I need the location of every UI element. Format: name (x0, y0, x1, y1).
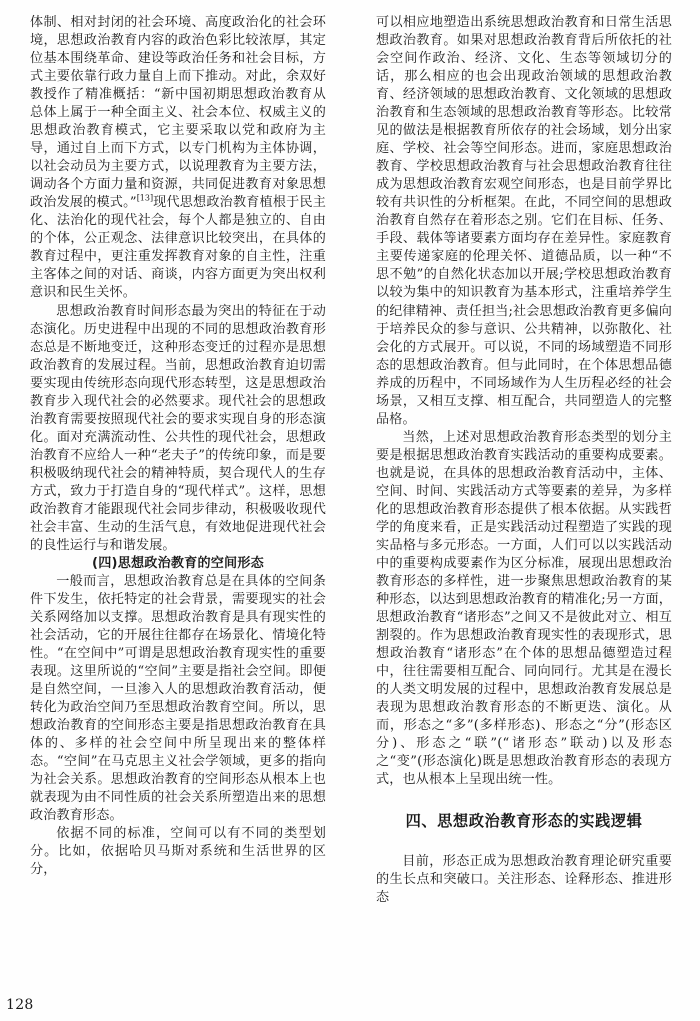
right-column (350, 14, 700, 907)
subheading-space-form: (四)思想政治教育的空间形态 (92, 555, 264, 571)
heading-spacer-top (376, 789, 672, 808)
paragraph-continued (30, 14, 326, 303)
paragraph-text-after-citation: 现代思想政治教育植根于民主化、法治化的现代社会，每个人都是独立的、自由的个体，公正观念、法律意识比较突出，在具体的教育过程中，更注重发挥教育对象的自主性，注重主客体之间的对话、商谈，内容方面更为突出权利意识和民生关怀。 (30, 195, 326, 301)
citation-marker[interactable]: [13] (136, 193, 154, 203)
two-column-body (0, 14, 700, 989)
left-column (0, 14, 350, 880)
paragraph-text: 体制、相对封闭的社会环境、高度政治化的社会环境，思想政治教育内容的政治色彩比较浓厚，其定位基本围绕革命、建设等政治任务和社会目标，方式主要依靠行政力量自上而下推动。对此，余双好教授作了精准概括：“新中国初期思想政治教育从总体上属于一种全面主义、社会本位、权威主义的思想政治教育模式，它主要采取以党和政府为主导，通过自上而下方式，以专门机构为主体协调，以社会动员为主要方式，以说理教育为主要方法，调动各个方面力量和资源，共同促进教育对象思想政治发展的模式。” (30, 15, 326, 211)
page-number: 128 (6, 997, 34, 1013)
paragraph-space-form-2: 依据不同的标准，空间可以有不同的类型划分。比如，依据哈贝马斯对系统和生活世界的区分， (30, 826, 326, 878)
paragraph-space-continued: 可以相应地塑造出系统思想政治教育和日常生活思想政治教育。如果对思想政治教育背后所依托的社会空间作政治、经济、文化、生态等领域切分的话，那么相应的也会出现政治领域的思想政治教育、经济领域的思想政治教育、文化领域的思想政治教育和生态领域的思想政治教育等形态。比较常见的做法是根据教育所依存的社会场域，划分出家庭、学校、社会等空间形态。进而，家庭思想政治教育、学校思想政治教育与社会思想政治教育往往成为思想政治教育宏观空间形态，也是目前学界比较有共识性的分析框架。在此，不同空间的思想政治教育自然存在着形态之别。它们在目标、任务、手段、载体等诸要素方面均存在差异性。家庭教育主要传递家庭的伦理关怀、道德品质，以一种“不思不勉”的自然化状态加以开展;学校思想政治教育以较为集中的知识教育为基本形式，注重培养学生的纪律精神、责任担当;社会思想政治教育更多偏向于培养民众的参与意识、公共精神，以弥散化、社会化的方式展开。可以说，不同的场域塑造不同形态的思想政治教育。但与此同时，在个体思想品德养成的历程中，不同场域作为人生历程必经的社会场景，又相互支撑、相互配合，共同塑造人的完整品格。 (376, 15, 672, 427)
paragraph-space-form-1: 一般而言，思想政治教育总是在具体的空间条件下发生，依托特定的社会背景，需要现实的社会关系网络加以支撑。思想政治教育是具有现实性的社会活动，它的开展往往都存在场景化、情境化特性。“在空间中”可谓是思想政治教育现实性的重要表现。这里所说的“空间”主要是指社会空间。即便是自然空间，一旦渗入人的思想政治教育活动，便转化为政治空间乃至思想政治教育空间。所以，思想政治教育的空间形态主要是指思想政治教育在具体的、多样的社会空间中所呈现出来的整体样态。“空间”在马克思主义社会学领域，更多的指向为社会关系。思想政治教育的空间形态从根本上也就表现为由不同性质的社会关系所塑造出来的思想政治教育形态。 (30, 573, 326, 824)
section-heading-four: 四、思想政治教育形态的实践逻辑 (405, 812, 643, 831)
paragraph-time-form: 思想政治教育时间形态最为突出的特征在于动态演化。历史进程中出现的不同的思想政治教育形态总是不断地变迁，这种形态变迁的过程亦是思想政治教育的发展过程。当前，思想政治教育迫切需要实现由传统形态向现代形态转型，这是思想政治教育步入现代社会的必然要求。现代社会的思想政治教育需要按照现代社会的要求实现自身的形态演化。面对充满流动性、公共性的现代社会，思想政治教育不应给人一种“老夫子”的传统印象，而是要积极吸纳现代社会的精神特质，契合现代人的生存方式，致力于打造自身的“现代样式”。这样，思想政治教育才能跟现代社会同步律动，积极吸收现代社会丰富、生动的生活气息，有效地促进现代社会的良性运行与和谐发展。 (30, 303, 326, 553)
paragraph-practice-logic: 目前，形态正成为思想政治教育理论研究重要的生长点和突破口。关注形态、诠释形态、推进形态 (376, 854, 672, 906)
heading-spacer-bottom (376, 834, 672, 853)
paragraph-division-basis: 当然，上述对思想政治教育形态类型的划分主要是根据思想政治教育实践活动的重要构成要素。也就是说，在具体的思想政治教育活动中，主体、空间、时间、实践活动方式等要素的差异，为多样化的思想政治教育形态提供了根本依据。从实践哲学的角度来看，正是实践活动过程塑造了实践的现实品格与多元形态。一方面，人们可以以实践活动中的重要构成要素作为区分标准，展现出思想政治教育形态的多样性，进一步聚焦思想政治教育的某种形态，以达到思想政治教育的精准化;另一方面，思想政治教育“诸形态”之间又不是彼此对立、相互割裂的。作为思想政治教育现实性的表现形式，思想政治教育“诸形态”在个体的思想品德塑造过程中，往往需要相互配合、同向同行。尤其是在漫长的人类文明发展的过程中，思想政治教育发展总是表现为思想政治教育形态的不断更迭、演化。从而，形态之“多”(多样形态)、形态之“分”(形态区分)、形态之“联”(“诸形态”联动)以及形态之“变”(形态演化)既是思想政治教育形态的表现方式，也从根本上呈现出统一性。 (376, 429, 672, 788)
